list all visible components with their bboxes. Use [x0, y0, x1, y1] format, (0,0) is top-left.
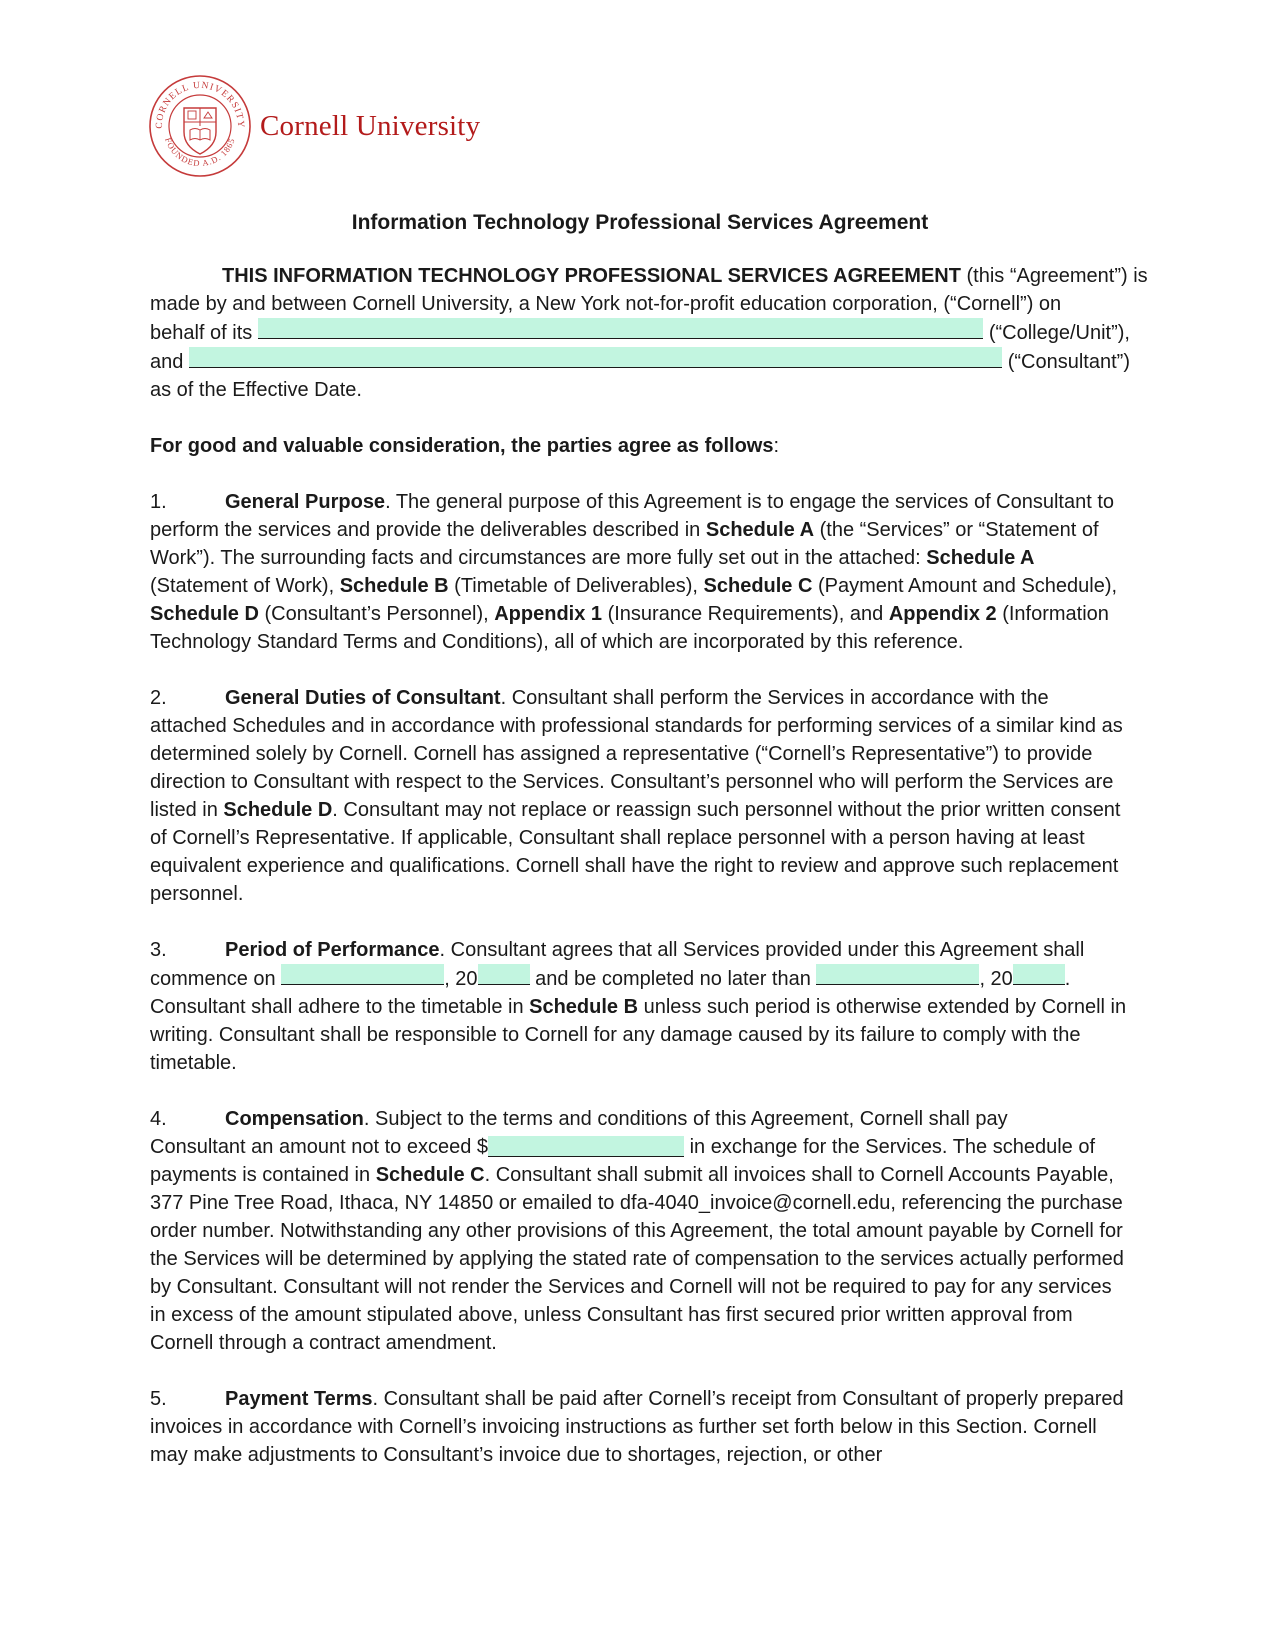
section-1: [150, 488, 1130, 656]
schedule-ref: Schedule B: [529, 996, 639, 1018]
and-label: and: [150, 351, 184, 373]
amount-field[interactable]: [488, 1136, 684, 1157]
section-4-line-1: [150, 1105, 1130, 1133]
section-5: [150, 1385, 1130, 1469]
section-number: 4.: [150, 1108, 167, 1130]
end-date-field[interactable]: [816, 964, 979, 985]
section-number: 2.: [150, 687, 167, 709]
document-title: Information Technology Professional Services Agreement: [351, 211, 929, 234]
section-text: . The general purpose of this Agreement is to engage the services of Consultant to perform the services and provide the deliverables described in: [150, 491, 1115, 541]
consultant-name-field[interactable]: [189, 347, 1001, 368]
intro-parties-text: made by and between Cornell University, a New York not-for-profit education corporation, (“Cornell”) on: [150, 293, 1062, 315]
section-text: . Consultant shall submit all invoices shall to Cornell Accounts Payable, 377 Pine Tree Road, Ithaca, NY 14850 or emailed to dfa-4040_invoice@cornell.edu, referencing the purchase order number. Notwithstanding any other provisions of this Agreement, the total amount payable by Cornell for the Services will be determined by applying the stated rate of compensation to the services actually performed by Consultant. Consultant will not render the Services and Cornell will not be required to pay for any services in excess of the amount stipulated above, unless Consultant has first secured prior written approval from Cornell through a contract amendment.: [150, 1164, 1124, 1354]
section-number: 5.: [150, 1388, 167, 1410]
consultant-label: (“Consultant”): [1007, 351, 1130, 373]
appendix-ref: Appendix 1: [494, 603, 603, 625]
agreement-name-bold: THIS INFORMATION TECHNOLOGY PROFESSIONAL SERVICES AGREEMENT: [222, 265, 961, 287]
year-prefix: , 20: [979, 968, 1013, 990]
schedule-ref: Schedule A: [926, 547, 1035, 569]
section-heading: Payment Terms: [225, 1388, 373, 1410]
college-unit-label: (“College/Unit”),: [988, 322, 1130, 344]
year-prefix: , 20: [444, 968, 478, 990]
period: .: [1064, 968, 1071, 990]
section-text: . Subject to the terms and conditions of this Agreement, Cornell shall pay: [363, 1108, 1008, 1130]
section-number: 3.: [150, 939, 167, 961]
section-number: 1.: [150, 491, 167, 513]
schedule-ref: Schedule C: [375, 1164, 485, 1186]
section-text: (Timetable of Deliverables),: [448, 575, 704, 597]
performance-dates-line: [150, 964, 1130, 993]
section-text: Consultant shall adhere to the timetable in: [150, 996, 530, 1018]
intro-line-2: [150, 290, 1130, 318]
section-text: (Payment Amount and Schedule),: [812, 575, 1118, 597]
college-unit-field[interactable]: [258, 318, 983, 339]
letterhead: [148, 74, 480, 178]
college-unit-line: [150, 318, 1130, 347]
schedule-ref: Schedule C: [703, 575, 813, 597]
cornell-seal-logo: [148, 74, 252, 178]
section-heading: Period of Performance: [225, 939, 440, 961]
completion-label: and be completed no later than: [535, 968, 811, 990]
section-text: . Consultant may not replace or reassign such personnel without the prior written consent of Cornell’s Representative. If applicable, Consultant shall replace personnel with a person having at least equivalent experience and qualifications. Cornell shall have the right to review and approve such replacement personnel.: [150, 799, 1121, 905]
consideration-colon: :: [773, 435, 780, 457]
intro-paragraph: [150, 262, 1148, 404]
agreement-body: [150, 208, 1148, 1497]
behalf-label: behalf of its: [150, 322, 253, 344]
section-text: . Consultant shall be paid after Cornell’s receipt from Consultant of properly prepared invoices in accordance with Cornell’s invoicing instructions as further set forth below in this Section. Cornell may make adjustments to Consultant’s invoice due to shortages, rejection, or other: [150, 1388, 1124, 1466]
section-heading: General Duties of Consultant: [225, 687, 501, 709]
consideration-line: [150, 432, 1130, 460]
section-3: [150, 936, 1130, 1077]
section-2: [150, 684, 1130, 908]
section-heading: General Purpose: [225, 491, 386, 513]
section-text: (Insurance Requirements), and: [602, 603, 889, 625]
intro-text: (this “Agreement”) is: [960, 265, 1148, 287]
start-year-field[interactable]: [478, 964, 530, 985]
section-text: (Statement of Work),: [150, 575, 340, 597]
section-heading: Compensation: [225, 1108, 364, 1130]
svg-text:CORNELL UNIVERSITY: CORNELL UNIVERSITY: [154, 80, 246, 129]
section-text: (Consultant’s Personnel),: [258, 603, 495, 625]
section-text: . Consultant agrees that all Services provided under this Agreement shall: [439, 939, 1085, 961]
appendix-ref: Appendix 2: [888, 603, 997, 625]
section-text: . Consultant shall perform the Services in accordance with the attached Schedules and in accordance with professional standards for performing services of a similar kind as determined solely by Cornell. Cornell has assigned a representative (“Cornell’s Representative”) to provide direction to Consultant with respect to the Services. Consultant’s personnel who will perform the Services are listed in: [150, 687, 1123, 821]
consultant-line: [150, 347, 1130, 376]
commence-label: commence on: [150, 968, 276, 990]
schedule-ref: Schedule A: [705, 519, 815, 541]
section-text: (Information Technology Standard Terms and Conditions), all of which are incorporated by this reference.: [150, 603, 1109, 653]
section-text: (the “Services” or “Statement of Work”). The surrounding facts and circumstances are more fully set out in the attached:: [150, 519, 1099, 569]
start-date-field[interactable]: [281, 964, 444, 985]
end-year-field[interactable]: [1013, 964, 1065, 985]
section-3-line-1: [150, 936, 1130, 964]
consideration-bold: For good and valuable consideration, the parties agree as follows: [150, 435, 774, 457]
schedule-ref: Schedule D: [223, 799, 333, 821]
svg-text:FOUNDED A.D. 1865: FOUNDED A.D. 1865: [163, 136, 237, 169]
section-text: unless such period is otherwise extended by Cornell in writing. Consultant shall be responsible to Cornell for any damage caused by its failure to comply with the timetable.: [150, 996, 1127, 1074]
schedule-ref: Schedule B: [339, 575, 449, 597]
section-text: Consultant an amount not to exceed $: [150, 1136, 489, 1158]
section-text: in exchange for the Services. The schedule of payments is contained in: [150, 1136, 1096, 1186]
effective-date-text: as of the Effective Date.: [150, 379, 362, 401]
intro-line-1: [150, 262, 1148, 290]
brand-name: Cornell University: [260, 109, 481, 142]
schedule-ref: Schedule D: [150, 603, 259, 625]
section-4: [150, 1105, 1130, 1357]
